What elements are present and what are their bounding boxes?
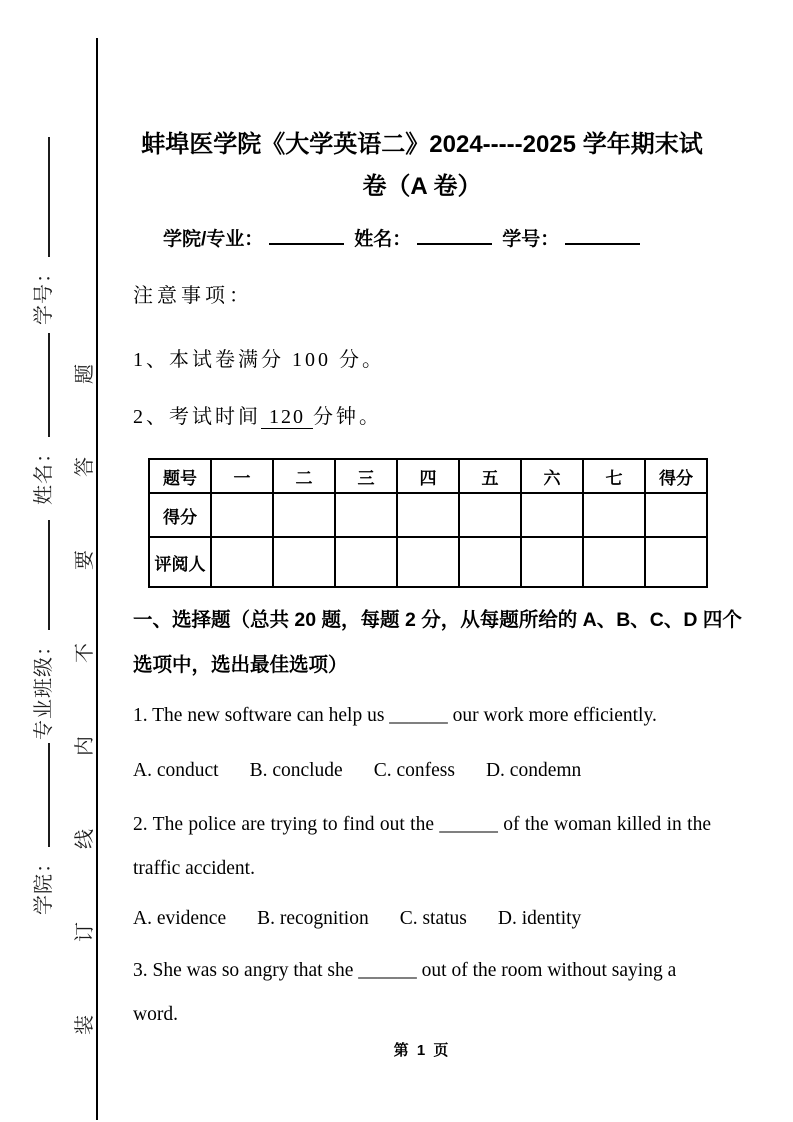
score-cell <box>397 493 459 537</box>
side-field-name <box>30 330 58 505</box>
reviewer-cell <box>521 537 583 587</box>
side-field-student-id-blank <box>33 137 50 257</box>
side-field-major-class <box>30 510 58 740</box>
question-2-text-line-1: 2. The police are trying to find out the ______ of the woman killed in the <box>133 814 711 835</box>
exam-content <box>133 0 742 1122</box>
score-table-header-1: 一 <box>211 459 273 493</box>
notice-item-1: 1、本试卷满分 100 分。 <box>133 349 385 371</box>
reviewer-cell <box>211 537 273 587</box>
reviewer-row-label: 评阅人 <box>149 537 211 587</box>
section-1-heading-line-2: 选项中，选出最佳选项） <box>133 654 348 676</box>
exam-duration-value: 120 <box>261 406 313 429</box>
question-1-text: 1. The new software can help us ______ our work more efficiently. <box>133 705 657 726</box>
side-field-student-id <box>30 133 58 325</box>
question-1-options <box>133 755 581 787</box>
question-1 <box>133 694 711 738</box>
question-2-options <box>133 903 581 935</box>
info-name-blank <box>417 228 492 245</box>
question-2 <box>133 803 711 891</box>
question-1-option-a: A. conduct <box>133 760 219 781</box>
side-field-college-blank <box>33 743 50 847</box>
reviewer-cell <box>273 537 335 587</box>
side-field-name-blank <box>33 333 50 437</box>
question-2-option-d: D. identity <box>497 908 582 929</box>
score-table-header-4: 四 <box>397 459 459 493</box>
score-table <box>148 458 708 588</box>
question-1-option-c: C. confess <box>373 760 455 781</box>
score-table-header-5: 五 <box>459 459 521 493</box>
score-cell <box>459 493 521 537</box>
question-3 <box>133 949 711 1037</box>
score-row-label: 得分 <box>149 493 211 537</box>
score-table-header-row <box>149 459 707 493</box>
score-cell <box>521 493 583 537</box>
score-table-header-7: 七 <box>583 459 645 493</box>
score-table-header-3: 三 <box>335 459 397 493</box>
reviewer-cell <box>397 537 459 587</box>
info-name-label: 姓名： <box>354 229 412 250</box>
info-college-major-blank <box>269 228 344 245</box>
exam-title <box>133 124 711 208</box>
question-2-option-c: C. status <box>399 908 467 929</box>
question-3-text: 3. She was so angry that she ______ out of the room without saying a word. <box>133 960 677 1025</box>
reviewer-cell <box>459 537 521 587</box>
score-table-header-question-number: 题号 <box>149 459 211 493</box>
reviewer-cell <box>335 537 397 587</box>
info-college-major-label: 学院/专业： <box>163 229 264 250</box>
side-field-student-id-label: 学号： <box>33 262 55 325</box>
score-table-header-6: 六 <box>521 459 583 493</box>
section-1-heading-line-1: 一、选择题（总共 20 题，每题 2 分，从每题所给的 A、B、C、D 四个 <box>133 609 742 631</box>
score-cell <box>211 493 273 537</box>
notice-item-2-prefix: 2、考试时间 <box>133 406 261 428</box>
exam-title-line-2: 卷（A 卷） <box>362 173 482 200</box>
notice-title: 注意事项： <box>133 285 253 307</box>
notice-item-2 <box>133 404 382 430</box>
score-cell <box>335 493 397 537</box>
question-1-option-d: D. condemn <box>485 760 582 781</box>
exam-title-line-1: 蚌埠医学院《大学英语二》2024-----2025 学年期末试 <box>141 131 703 158</box>
info-student-id-label: 学号： <box>502 229 560 250</box>
score-table-header-2: 二 <box>273 459 335 493</box>
side-field-name-label: 姓名： <box>33 442 55 505</box>
side-field-college <box>30 740 58 915</box>
notice-item-2-suffix: 分钟。 <box>313 406 382 428</box>
side-field-major-class-blank <box>33 520 50 630</box>
student-info-line <box>163 227 650 253</box>
side-field-major-class-label: 专业班级： <box>33 635 55 740</box>
section-1-heading <box>133 598 742 688</box>
question-2-option-a: A. evidence <box>133 908 227 929</box>
reviewer-cell <box>645 537 707 587</box>
question-2-option-b: B. recognition <box>257 908 369 929</box>
score-table-score-row <box>149 493 707 537</box>
info-student-id-blank <box>565 228 640 245</box>
binding-warning-text: 装订线内不要答题 <box>74 291 96 1035</box>
score-cell <box>645 493 707 537</box>
page-number-footer: 第 1 页 <box>393 1042 451 1059</box>
question-1-option-b: B. conclude <box>249 760 343 781</box>
score-cell <box>583 493 645 537</box>
score-table-reviewer-row <box>149 537 707 587</box>
score-cell <box>273 493 335 537</box>
question-2-text-line-2: traffic accident. <box>133 858 255 879</box>
score-table-header-score: 得分 <box>645 459 707 493</box>
reviewer-cell <box>583 537 645 587</box>
side-field-college-label: 学院： <box>33 852 55 915</box>
